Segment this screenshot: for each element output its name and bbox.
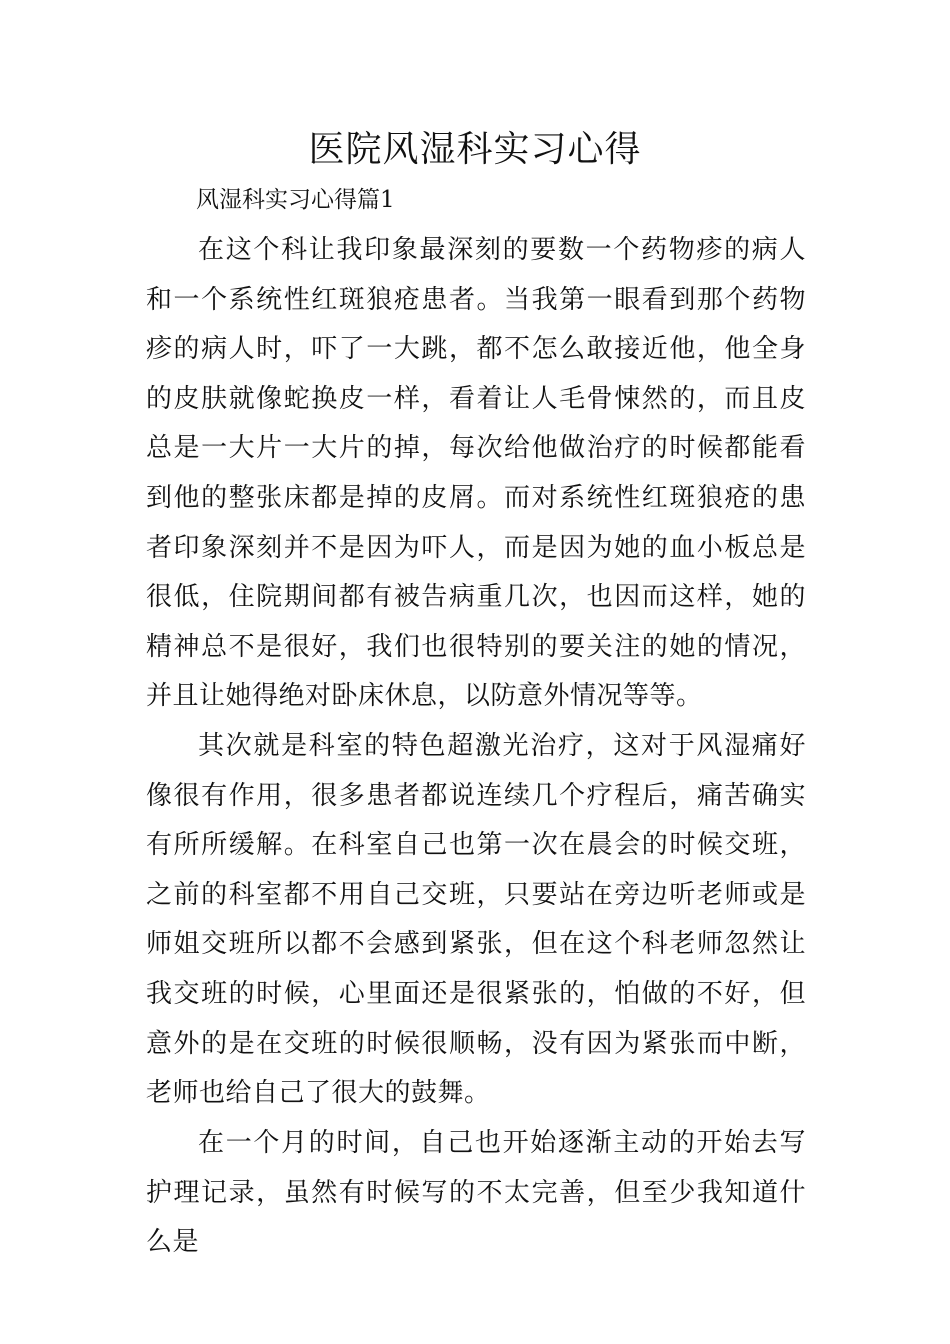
body-paragraph: 其次就是科室的特色超激光治疗，这对于风湿痛好像很有作用，很多患者都说连续几个疗程后，痛苦确实有所所缓解。在科室自己也第一次在晨会的时候交班，之前的科室都不用自己交班，只要站在旁边听老师或是师姐交班所以都不会感到紧张，但在这个科老师忽然让我交班的时候，心里面还是很紧张的，怕做的不好，但意外的是在交班的时候很顺畅，没有因为紧张而中断，老师也给自己了很大的鼓舞。 [146, 731, 806, 1109]
body-paragraph: 在这个科让我印象最深刻的要数一个药物疹的病人和一个系统性红斑狼疮患者。当我第一眼看到那个药物疹的病人时，吓了一大跳，都不怎么敢接近他，他全身的皮肤就像蛇换皮一样，看着让人毛骨悚然的，而且皮总是一大片一大片的掉，每次给他做治疗的时候都能看到他的整张床都是掉的皮屑。而对系统性红斑狼疮的患者印象深刻并不是因为吓人，而是因为她的血小板总是很低，住院期间都有被告病重几次，也因而这样，她的精神总不是很好，我们也很特别的要关注的她的情况，并且让她得绝对卧床休息，以防意外情况等等。 [146, 235, 806, 712]
page-title: 医院风湿科实习心得 [308, 129, 642, 170]
body-paragraph: 在一个月的时间，自己也开始逐渐主动的开始去写护理记录，虽然有时候写的不太完善，但至少我知道什么是 [146, 1128, 806, 1258]
section-heading: 风湿科实习心得篇1 [196, 187, 395, 213]
